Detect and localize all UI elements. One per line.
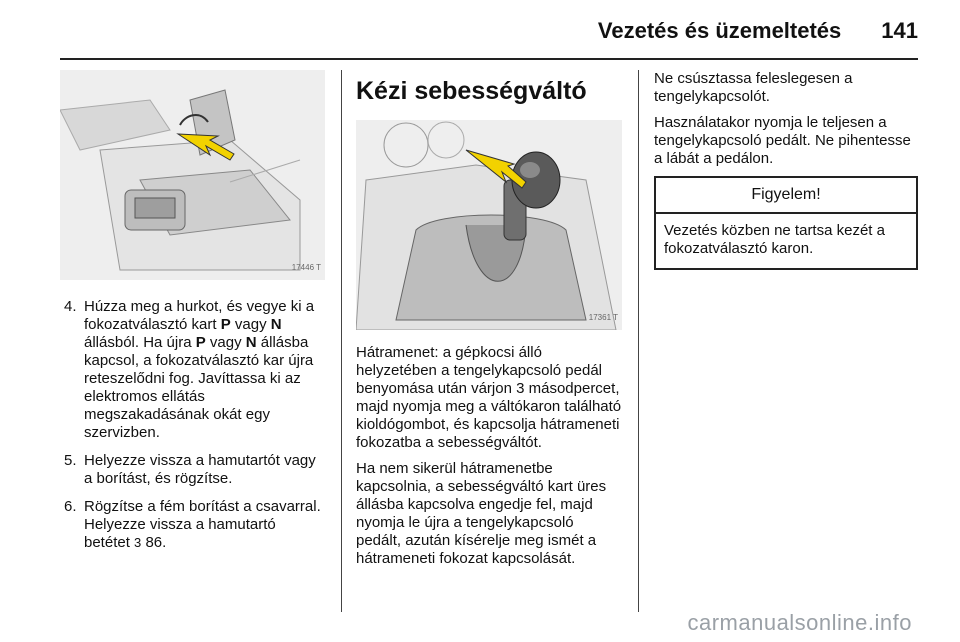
page-title: Vezetés és üzemeltetés [597, 18, 842, 43]
list-item: 4. Húzza meg a hurkot, és vegye ki a fokozatválasztó kart P vagy N állásból. Ha újra P vagy N állásba kapcsol, a fokozatválasztó kar újra reteszelődni fog. Javíttassa ki az elektromos ellátás megszakadásának okát egy szervizben. [64, 298, 315, 441]
steps-list [60, 298, 325, 552]
list-item: 5. Helyezze vissza a hamutartót vagy a borítást, és rögzítse. [64, 452, 316, 487]
column-divider-2 [638, 70, 639, 612]
ashtray-removal-figure [60, 70, 325, 280]
paragraph: Ha nem sikerül hátramenetbe kapcsolnia, a sebességváltó kart üres állásba kapcsolva engedje fel, majd nyomja le újra a tengelykapcsoló pedált, azután kísérelje meg ismét a hátrameneti fokozat kapcsolását. [356, 460, 607, 567]
gear-lever-illustration [356, 120, 622, 330]
gear-lever-figure [356, 120, 622, 330]
section-heading: Kézi sebességváltó [356, 77, 587, 105]
paragraph: Használatakor nyomja le teljesen a tengelykapcsoló pedált. Ne pihentesse a lábát a pedálon. [654, 114, 911, 167]
list-item: 6. Rögzítse a fém borítást a csavarral. Helyezze vissza a hamutartó betétet 3 86. [64, 498, 321, 551]
ashtray-illustration [60, 70, 325, 280]
warning-title: Figyelem! [656, 178, 916, 214]
left-column [60, 70, 325, 562]
page-number: 141 [881, 18, 918, 43]
paragraph: Ne csúsztassa feleslegesen a tengelykapcsolót. [654, 70, 853, 105]
page-ref-link[interactable]: 86. [141, 534, 167, 551]
header-rule [60, 58, 918, 60]
figure-id: 17361 T [588, 313, 618, 322]
middle-column [356, 70, 622, 576]
right-column [654, 70, 918, 270]
warning-box [654, 176, 918, 270]
warning-text: Vezetés közben ne tartsa kezét a fokozatválasztó karon. [664, 222, 885, 257]
column-divider-1 [341, 70, 342, 612]
watermark: carmanualsonline.info [687, 610, 912, 635]
page-ref-arrow-icon[interactable]: 3 [134, 535, 142, 550]
page-header [598, 18, 918, 44]
paragraph: Hátramenet: a gépkocsi álló helyzetében a tengelykapcsoló pedál benyomása után várjon 3 másodpercet, majd nyomja meg a váltókaron található kioldógombot, és kapcsolja hátrameneti fokozatba a sebességváltót. [356, 344, 622, 451]
figure-id: 17446 T [291, 263, 321, 272]
